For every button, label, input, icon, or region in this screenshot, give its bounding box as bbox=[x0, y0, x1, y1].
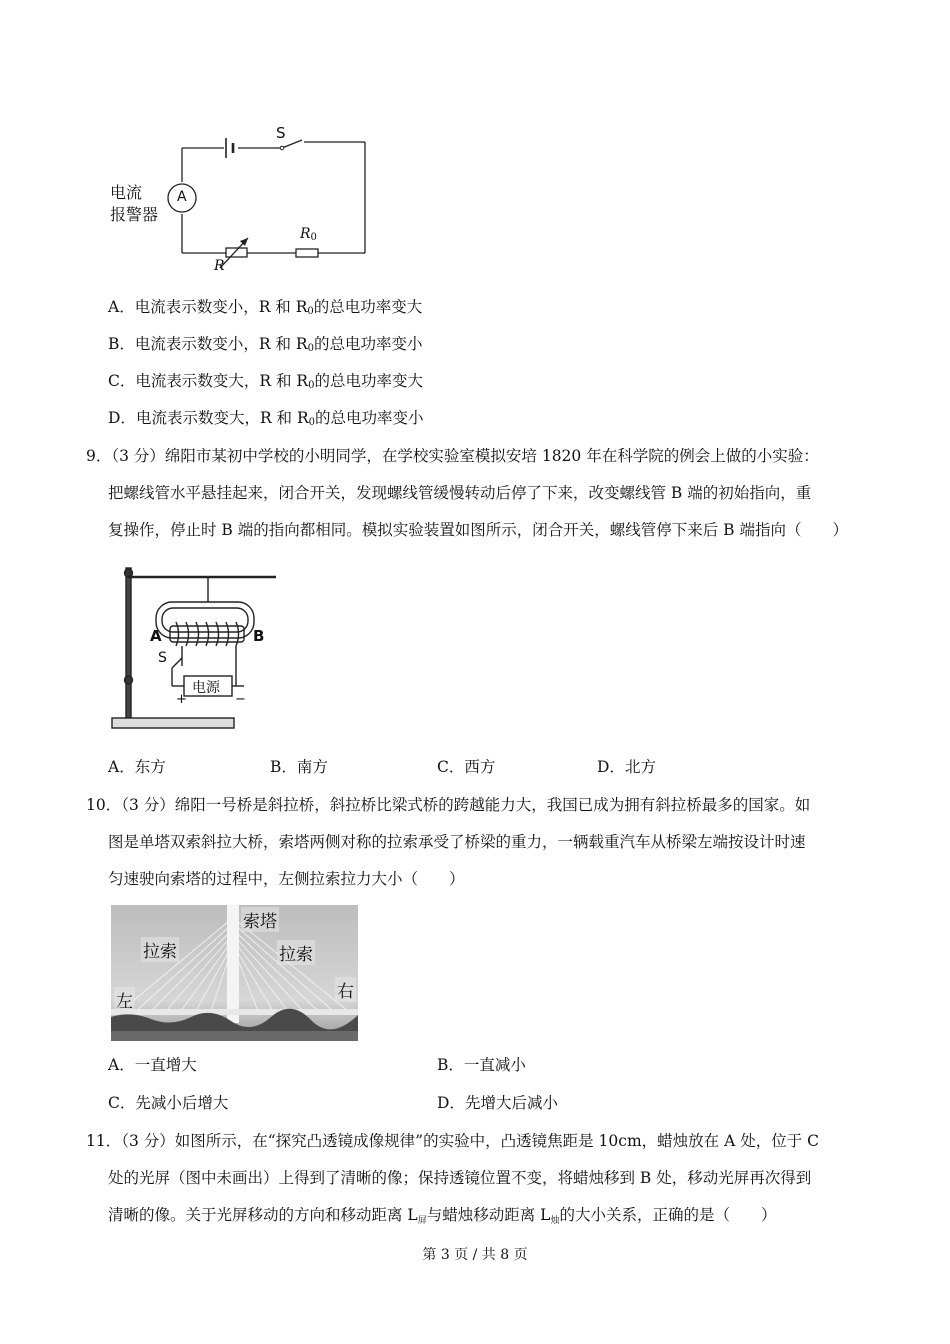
solenoid-apparatus bbox=[108, 560, 288, 740]
q8-option-c: C．电流表示数变大，R 和 $R_0$的总电功率变大 bbox=[108, 372, 423, 391]
power-source-label: 电源 bbox=[192, 680, 220, 696]
right-cable-label: 拉索 bbox=[277, 940, 315, 965]
switch-label: S bbox=[276, 124, 286, 142]
ammeter-label: A bbox=[177, 189, 187, 205]
solenoid-end-a: A bbox=[150, 627, 162, 645]
cable-stayed-bridge-photo bbox=[111, 905, 358, 1041]
tower-label: 索塔 bbox=[241, 907, 279, 932]
q10-line1: 10．（3 分）绵阳一号桥是斜拉桥，斜拉桥比梁式桥的跨越能力大，我国已成为拥有斜拉桥最多的国家。如 bbox=[86, 796, 811, 814]
rheostat-label: R bbox=[214, 258, 225, 274]
q9-line3: 复操作，停止时 B 端的指向都相同。模拟实验装置如图所示，闭合开关，螺线管停下来后 B 端指向（ ） bbox=[108, 521, 848, 539]
page-footer: 第 3 页 / 共 8 页 bbox=[422, 1247, 528, 1263]
q8-option-d: D．电流表示数变大，R 和 $R_0$的总电功率变小 bbox=[108, 409, 424, 428]
q10-line3: 匀速驶向索塔的过程中，左侧拉索拉力大小（ ） bbox=[108, 870, 465, 888]
q9-option-a: A．东方 bbox=[108, 758, 166, 776]
alarm-label-line1: 电流 bbox=[110, 183, 143, 202]
q9-option-b: B．南方 bbox=[270, 758, 328, 776]
left-side-label: 左 bbox=[114, 987, 135, 1012]
right-side-label: 右 bbox=[335, 977, 356, 1002]
q10-option-d: D．先增大后减小 bbox=[437, 1094, 558, 1112]
resistor-label: $R_0$ bbox=[300, 226, 317, 243]
q11-line2: 处的光屏（图中未画出）上得到了清晰的像；保持透镜位置不变，将蜡烛移到 B 处，移动光屏再次得到 bbox=[108, 1169, 812, 1187]
q8-option-a: A．电流表示数变小，R 和 $R_0$的总电功率变大 bbox=[108, 298, 423, 317]
q9-line2: 把螺线管水平悬挂起来，闭合开关，发现螺线管缓慢转动后停了下来，改变螺线管 B 端的初始指向，重 bbox=[108, 484, 812, 502]
q11-line1: 11．（3 分）如图所示，在“探究凸透镜成像规律”的实验中，凸透镜焦距是 10cm，蜡烛放在 A 处，位于 C bbox=[86, 1132, 819, 1150]
left-cable-label: 拉索 bbox=[141, 937, 179, 962]
alarm-label-line2: 报警器 bbox=[110, 205, 159, 224]
q10-option-a: A．一直增大 bbox=[108, 1056, 197, 1074]
circuit-diagram bbox=[100, 118, 380, 278]
power-minus: − bbox=[235, 692, 246, 707]
q11-line3: 清晰的像。关于光屏移动的方向和移动距离 L屏与蜡烛移动距离 L烛的大小关系，正确的是（ ） bbox=[108, 1206, 777, 1226]
q9-option-d: D．北方 bbox=[597, 758, 656, 776]
q10-option-b: B．一直减小 bbox=[437, 1056, 526, 1074]
power-plus: + bbox=[176, 692, 187, 707]
q10-line2: 图是单塔双索斜拉大桥，索塔两侧对称的拉索承受了桥梁的重力，一辆载重汽车从桥梁左端按设计时速 bbox=[108, 833, 806, 851]
solenoid-switch-label: S bbox=[158, 650, 167, 666]
q9-line1: 9．（3 分）绵阳市某初中学校的小明同学，在学校实验室模拟安培 1820 年在科学院的例会上做的小实验： bbox=[86, 447, 819, 465]
solenoid-end-b: B bbox=[253, 627, 265, 645]
q10-option-c: C．先减小后增大 bbox=[108, 1094, 229, 1112]
q8-option-b: B．电流表示数变小，R 和 $R_0$的总电功率变小 bbox=[108, 335, 423, 354]
q9-option-c: C．西方 bbox=[437, 758, 496, 776]
